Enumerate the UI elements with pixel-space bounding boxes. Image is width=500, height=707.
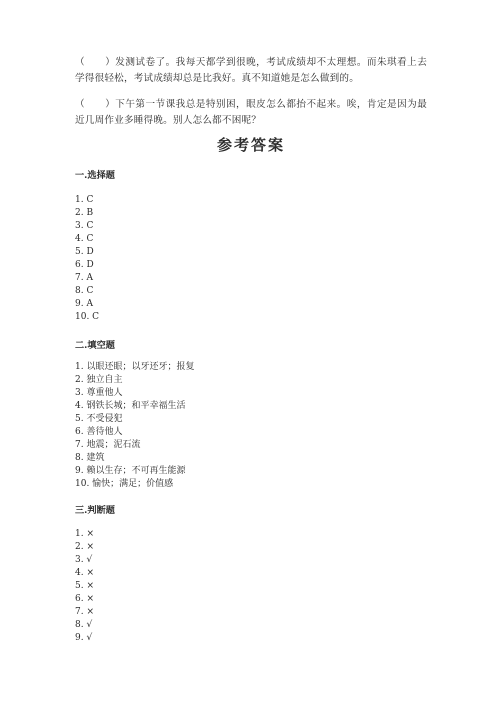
list-item: 6. × bbox=[75, 594, 94, 604]
list-item: 8. 建筑 bbox=[75, 453, 105, 463]
list-item: 4. 钢铁长城；和平幸福生活 bbox=[75, 401, 186, 411]
list-item: 2. 独立自主 bbox=[75, 375, 123, 385]
list-item: 8. √ bbox=[75, 620, 93, 630]
list-item: 4. C bbox=[75, 234, 94, 244]
list-item: 3. √ bbox=[75, 555, 93, 565]
answer-list-judge bbox=[75, 528, 94, 645]
list-item: 9. 赖以生存；不可再生能源 bbox=[75, 466, 186, 476]
list-item: 10. 愉快；满足；价值感 bbox=[75, 479, 174, 489]
list-item: 4. × bbox=[75, 568, 94, 578]
list-item: 10. C bbox=[75, 312, 100, 322]
section-heading-fill: 二.填空题 bbox=[75, 340, 115, 351]
list-item: 8. C bbox=[75, 286, 94, 296]
list-item: 1. 以眼还眼；以牙还牙；报复 bbox=[75, 362, 195, 372]
list-item: 6. D bbox=[75, 260, 94, 270]
section-heading-judge: 三.判断题 bbox=[75, 505, 115, 516]
list-item: 6. 善待他人 bbox=[75, 427, 123, 437]
list-item: 2. × bbox=[75, 542, 94, 552]
question-paragraph-1: （ ）发测试卷了。我每天都学到很晚，考试成绩却不太理想。而朱琪看上去学得很轻松，考试成绩却总是比我好。真不知道她是怎么做到的。 bbox=[75, 57, 427, 84]
list-item: 9. A bbox=[75, 299, 93, 309]
list-item: 3. 尊重他人 bbox=[75, 388, 123, 398]
list-item: 5. 不受侵犯 bbox=[75, 414, 123, 424]
list-item: 1. C bbox=[75, 195, 94, 205]
answers-title: 参考答案 bbox=[216, 136, 285, 154]
list-item: 7. × bbox=[75, 607, 94, 617]
section-heading-choice: 一.选择题 bbox=[75, 170, 115, 181]
list-item: 7. 地震；泥石流 bbox=[75, 440, 141, 450]
answer-list-choice bbox=[75, 194, 99, 324]
list-item: 3. C bbox=[75, 221, 94, 231]
list-item: 2. B bbox=[75, 208, 94, 218]
answer-list-fill bbox=[75, 361, 194, 491]
list-item: 5. D bbox=[75, 247, 94, 257]
list-item: 5. × bbox=[75, 581, 94, 591]
list-item: 9. √ bbox=[75, 633, 93, 643]
list-item: 1. × bbox=[75, 529, 94, 539]
question-paragraph-2: （ ）下午第一节课我总是特别困，眼皮怎么都抬不起来。唉，肯定是因为最近几周作业多睡得晚。别人怎么都不困呢？ bbox=[75, 99, 427, 126]
list-item: 7. A bbox=[75, 273, 93, 283]
